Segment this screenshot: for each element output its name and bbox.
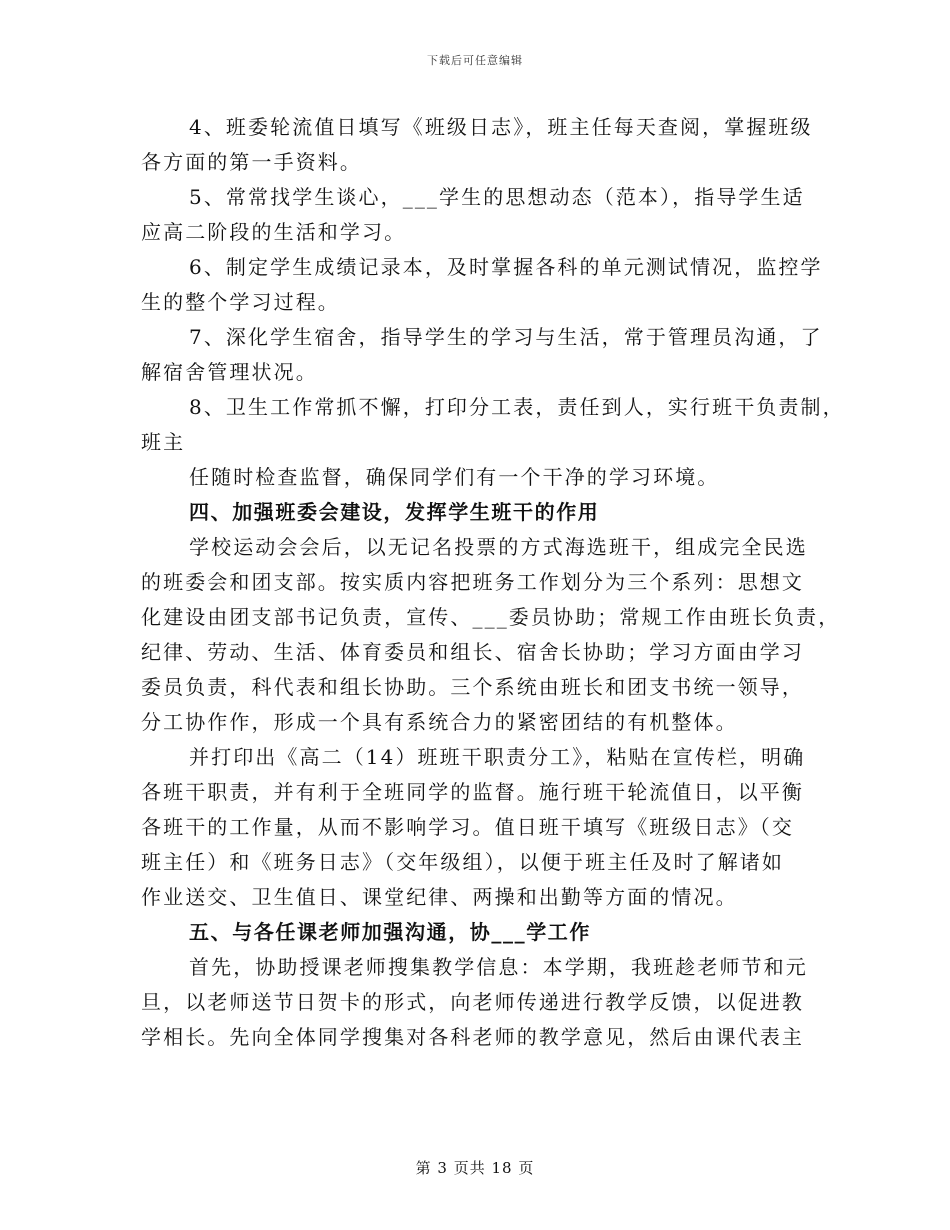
document-body bbox=[141, 110, 845, 1055]
text-line: 学相长。先向全体同学搜集对各科老师的教学意见，然后由课代表主 bbox=[141, 1025, 804, 1049]
text-line: 班主任）和《班务日志》（交年级组），以便于班主任及时了解诸如 bbox=[141, 850, 784, 874]
text-line: 7、深化学生宿舍，指导学生的学习与生活，常于管理员沟通，了 bbox=[189, 325, 823, 349]
section-heading: 五、与各任课老师加强沟通，协___学工作 bbox=[189, 920, 591, 944]
text-line: 各班干的工作量，从而不影响学习。值日班干填写《班级日志》（交 bbox=[141, 815, 794, 839]
text-line: 分工协作作，形成一个具有系统合力的紧密团结的有机整体。 bbox=[141, 710, 738, 734]
text-line: 4、班委轮流值日填写《班级日志》，班主任每天查阅，掌握班级 bbox=[189, 115, 813, 139]
section-heading: 四、加强班委会建设，发挥学生班干的作用 bbox=[189, 500, 600, 524]
text-line: 作业送交、卫生值日、课堂纪律、两操和出勤等方面的情况。 bbox=[141, 885, 738, 909]
text-line: 解宿舍管理状况。 bbox=[141, 360, 318, 384]
text-line: 任随时检查监督，确保同学们有一个干净的学习环境。 bbox=[189, 465, 720, 489]
text-line: 化建设由团支部书记负责，宣传、___委员协助；常规工作由班长负责， bbox=[141, 605, 841, 629]
page-header-note: 下载后可任意编辑 bbox=[427, 54, 523, 67]
text-line: 8、卫生工作常抓不懈，打印分工表，责任到人，实行班干负责制， bbox=[189, 395, 845, 419]
text-line: 学校运动会会后，以无记名投票的方式海选班干，组成完全民选 bbox=[189, 535, 808, 559]
text-line: 首先，协助授课老师搜集教学信息：本学期，我班趁老师节和元 bbox=[189, 955, 808, 979]
text-line: 旦，以老师送节日贺卡的形式，向老师传递进行教学反馈，以促进教 bbox=[141, 990, 804, 1014]
text-line: 6、制定学生成绩记录本，及时掌握各科的单元测试情况，监控学 bbox=[189, 255, 823, 279]
text-line: 生的整个学习过程。 bbox=[141, 290, 340, 314]
text-line: 委员负责，科代表和组长协助。三个系统由班长和团支书统一领导， bbox=[141, 675, 804, 699]
text-line: 5、常常找学生谈心，___学生的思想动态（范本），指导学生适 bbox=[189, 185, 805, 209]
text-line: 纪律、劳动、生活、体育委员和组长、宿舍长协助；学习方面由学习 bbox=[141, 640, 804, 664]
text-line: 班主 bbox=[141, 430, 186, 454]
text-line: 各方面的第一手资料。 bbox=[141, 150, 362, 174]
text-line: 的班委会和团支部。按实质内容把班务工作划分为三个系列：思想文 bbox=[141, 570, 804, 594]
text-line: 各班干职责，并有利于全班同学的监督。施行班干轮流值日，以平衡 bbox=[141, 780, 804, 804]
text-line: 应高二阶段的生活和学习。 bbox=[141, 220, 407, 244]
text-line: 并打印出《高二（14）班班干职责分工》，粘贴在宣传栏，明确 bbox=[189, 745, 806, 769]
page-number: 第 3 页共 18 页 bbox=[415, 1159, 535, 1177]
